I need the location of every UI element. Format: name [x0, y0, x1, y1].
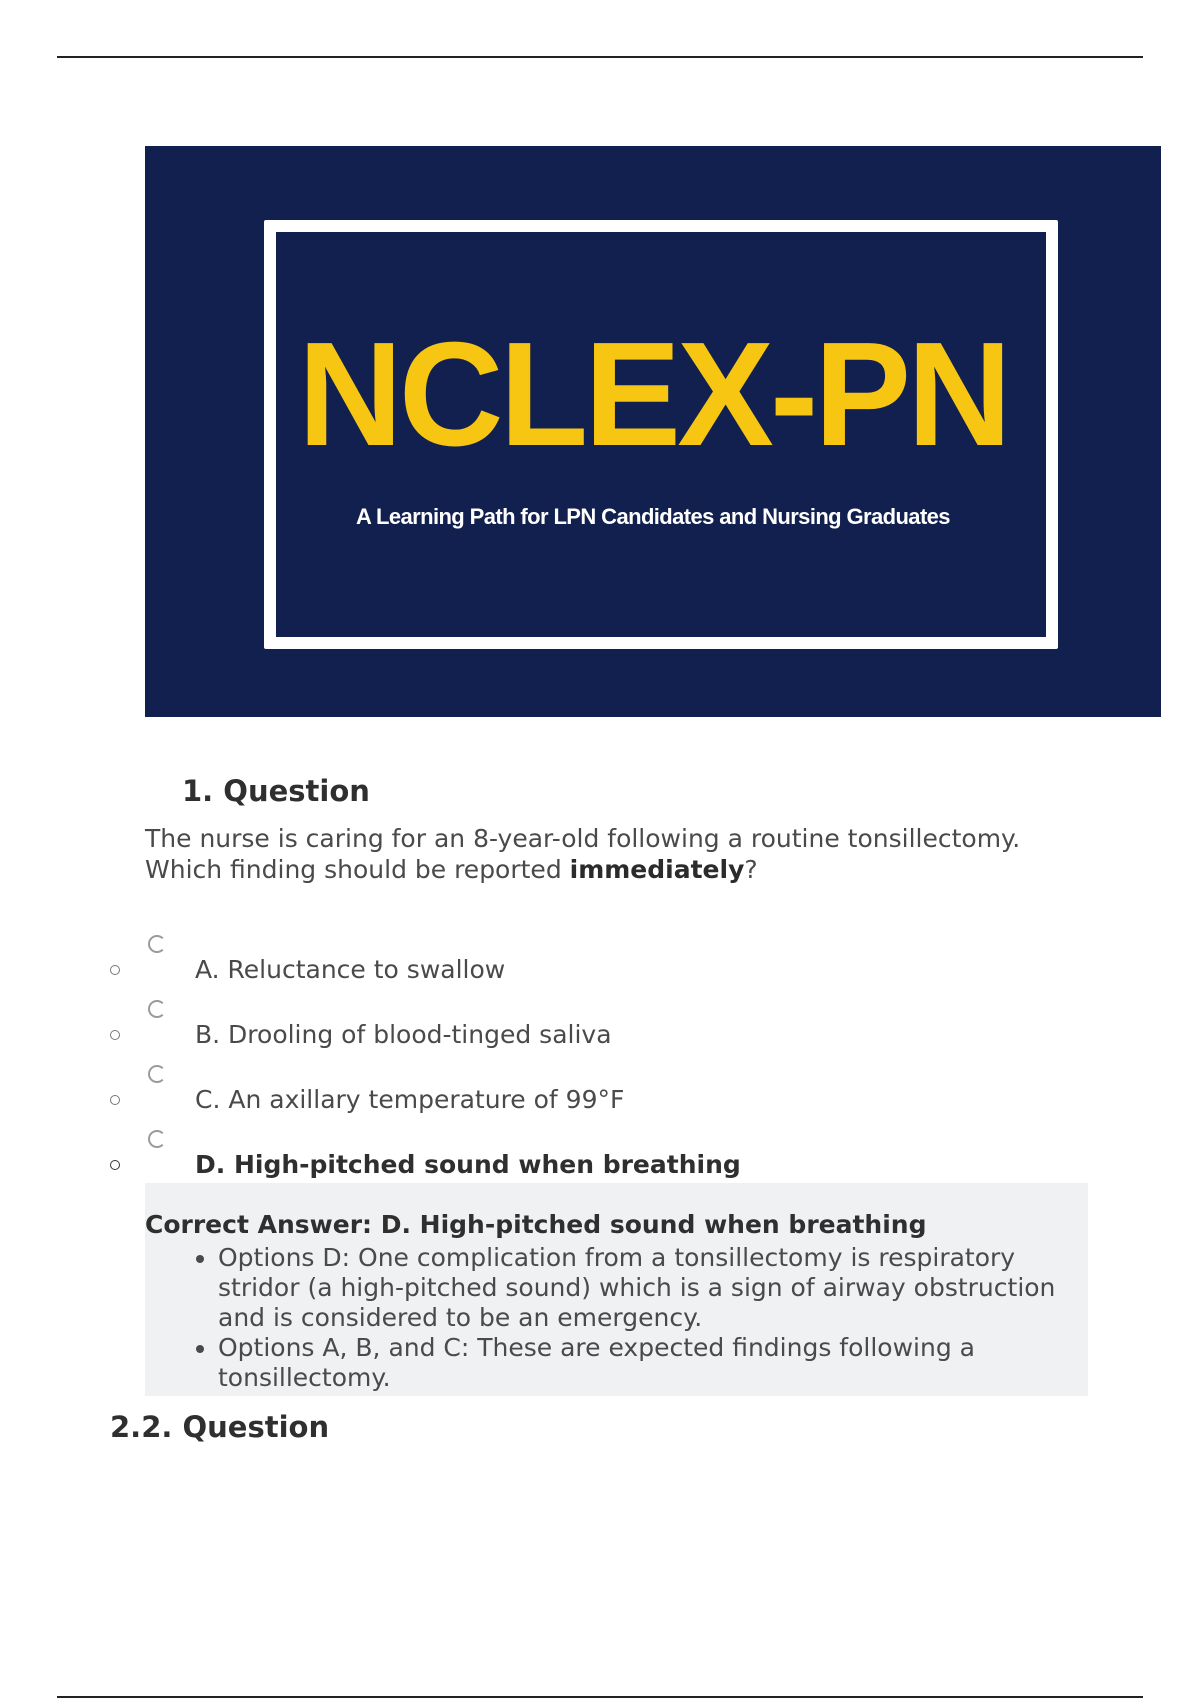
option-b[interactable]	[0, 990, 1200, 1050]
question-text-end: ?	[744, 855, 758, 884]
explanation-item: • Options D: One complication from a tonsillectomy is respiratory stridor (a high-pitched sound) which is a sign of airway obstruction and is considered to be an emergency.	[218, 1243, 1098, 1333]
radio-button-icon[interactable]	[148, 935, 166, 953]
option-c[interactable]	[0, 1055, 1200, 1115]
question-1-text	[145, 823, 1105, 885]
question-1-heading: 1. Question	[182, 774, 370, 808]
question-2-heading: 2.2. Question	[110, 1410, 330, 1444]
option-d[interactable]	[0, 1120, 1200, 1180]
banner-title: NCLEX-PN	[297, 312, 1008, 477]
option-b-label: B. Drooling of blood-tinged saliva	[195, 1020, 612, 1049]
radio-button-icon[interactable]	[148, 1000, 166, 1018]
top-rule	[57, 56, 1143, 58]
explanation-item: • Options A, B, and C: These are expected findings following a tonsillectomy.	[218, 1333, 1098, 1393]
correct-answer-title: Correct Answer: D. High-pitched sound when breathing	[145, 1210, 927, 1239]
list-bullet-icon	[110, 1030, 120, 1040]
nclex-banner-image	[145, 146, 1161, 717]
option-a-label: A. Reluctance to swallow	[195, 955, 506, 984]
bottom-rule	[57, 1696, 1143, 1698]
list-bullet-icon	[110, 1160, 120, 1170]
banner-subtitle: A Learning Path for LPN Candidates and Nursing Graduates	[356, 504, 950, 529]
radio-button-icon[interactable]	[148, 1130, 166, 1148]
radio-button-icon[interactable]	[148, 1065, 166, 1083]
option-a[interactable]	[0, 925, 1200, 985]
explanation-list	[182, 1243, 1098, 1393]
question-text-part: The nurse is caring for an 8-year-old following a routine tonsillectomy. Which finding should be reported	[145, 824, 1021, 884]
list-bullet-icon	[110, 965, 120, 975]
option-c-label: C. An axillary temperature of 99°F	[195, 1085, 625, 1114]
question-text-emphasis: immediately	[569, 855, 745, 884]
list-bullet-icon	[110, 1095, 120, 1105]
option-d-label: D. High-pitched sound when breathing	[195, 1150, 741, 1179]
